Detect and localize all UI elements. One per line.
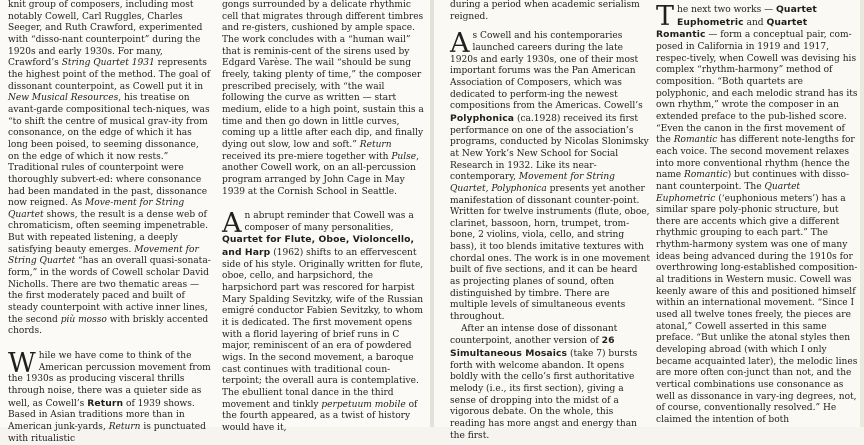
right-page-column-1 bbox=[450, 0, 650, 441]
left-page-column-2 bbox=[222, 0, 424, 433]
paragraph-serialism: during a period when academic serialism reigned. bbox=[450, 0, 640, 22]
left-page bbox=[0, 0, 430, 444]
drop-cap: A bbox=[222, 208, 242, 240]
paragraph-dissonant-counterpoint: knit group of composers, including most notably Cowell, Carl Ruggles, Charles Seeger, and Ruth Crawford, experimented with “disso-nant counterpoint” during the 1920s and early 1930s. For many, Crawford’s String Quartet 1931 represents the highest point of the method. The goal of dissonant counterpoint, as Cowell put it in New Musical Resources, his treatise on avant-garde compositional tech-niques, was “to shift the centre of musical grav-ity from consonance, on the edge of which it has long been poised, to seeming dissonance, on the edge of which it now rests.” Traditional rules of counterpoint were thoroughly subvert-ed: where consonance had been mandated in the past, dissonance now reigned. As Move-ment for String Quartet shows, the result is a dense web of chromaticism, often seeming impenetrable. But with repeated listening, a deeply satisfying beauty emerges. Movement for String Quartet “has an overall quasi-sonata-form,” in the words of Cowell scholar David Nicholls. There are two thematic areas — the first moderately paced and built of steady counterpoint with active inner lines, the second più mosso with briskly accented chords. bbox=[8, 0, 211, 337]
page-edge bbox=[860, 0, 864, 427]
paragraph-return-continued: gongs surrounded by a delicate rhythmic cell that migrates through different timbres and re-gisters, cushioned by ample space. The work concludes with a “human wail” that is reminis-cent of the sirens used by Edgard Varèse. The wail “should be sung freely, taking plenty of time,” the composer prescribed precisely, with “the wail following the curve as written — start medium, elide to a high point, sustain this a time and then go down in little curves, coming up a little after each dip, and finally dying out slow, low and soft.” Return received its pre-miere together with Pulse, another Cowell work, on an all-percussion program arranged by John Cage in May 1939 at the Cornish School in Seattle. bbox=[222, 0, 424, 197]
paragraph-simultaneous-mosaics: After an intense dose of dissonant counterpoint, another version of 26 Simultaneous Mosaics (take 7) bursts forth with welcome abandon. It opens boldly with the cello’s first authoritative melody (i.e., its first section), giving a sense of dropping into the midst of a vigorous debate. On the whole, this reading has more angst and energy than the first. bbox=[450, 323, 638, 441]
drop-cap: W bbox=[8, 348, 36, 380]
paragraph-quartets-euphometric-romantic: The next two works — Quartet Euphometric and Quartet Romantic — form a conceptual pair, com-posed in California in 1919 and 1917, respec-tively, when Cowell was devising his complex “rhythm-harmony” method of composition. “Both quartets are polyphonic, and each melodic strand has its own rhythm,” wrote the composer in an extended preface to the pub-lished score. “Even the canon in the first movement of the Romantic has different note-lengths for each voice. The second movement relaxes into more conventional rhythm (hence the name Romantic) but continues with disso-nant counterpoint. The Quartet Euphometric (‘euphonious meters’) has a similar spare poly-phonic structure, but there are accents which give a different rhythmic grouping to each part.” The rhythm-harmony system was one of many ideas being advanced during the 1910s for overthrowing long-established composition-al traditions in Western music. Cowell was keenly aware of this and positioned himself within an international movement. “Since I used all twelve tones freely, the pieces are atonal,” Cowell asserted in this same preface. “But unlike the atonal styles then developing abroad (with which I only became acquainted later), the melodic lines are more often con-junct than not, and the vertical combinations use consonance as well as dissonance in vary-ing degrees, not, of course, conventionally resolved.” He claimed the intention of both bbox=[656, 1, 858, 425]
paragraph-return: While we have come to think of the American percussion movement from the 1930s as producing visceral thrills through noise, there was a quieter side as well, as Cowell’s Return of 1939 shows. Based in Asian traditions more than in American junk-yards, Return is punctuated with ritualistic bbox=[8, 348, 211, 444]
paragraph-polyphonica: As Cowell and his contemporaries launched careers during the late 1920s and early 1930s, one of their most important forums was the Pan American Association of Composers, which was dedicated to perform-ing the newest compositions from the Americas. Cowell’s Polyphonica (ca.1928) received its first performance on one of the association’s programs, conducted by Nicolas Slonimsky at New York’s New School for Social Research in 1932. Like its near-contemporary, Movement for String Quartet, Polyphonica presents yet another manifestation of dissonant counter-point. Written for twelve instruments (flute, oboe, clarinet, bassoon, horn, trumpet, trom-bone, 2 violins, viola, cello, and string bass), it too blends imitative textures with chordal ones. The work is in one movement built of five sections, and it can be heard as projecting planes of sound, often distinguished by timbre. There are multiple levels of simultaneous events throughout. bbox=[450, 28, 650, 323]
drop-cap: A bbox=[450, 28, 470, 60]
left-page-column-1 bbox=[8, 0, 212, 444]
right-page-column-2 bbox=[656, 0, 858, 427]
drop-cap: T bbox=[656, 1, 675, 32]
paragraph-quartet-flute-oboe: An abrupt reminder that Cowell was a composer of many personalities, Quartet for Flute, Oboe, Violoncello, and Harp (1962) shifts to an effervescent side of his style. Originally written for flute, oboe, cello, and harpsichord, the harpsichord part was rescored for harpist Mary Spalding Sevitzky, wife of the Russian emigré conductor Fabien Sevitzky, to whom it is dedicated. The first movement opens with a florid layering of brief runs in C major, reminiscent of an era of powdered wigs. In the second movement, a baroque cast continues with traditional coun-terpoint; the overall aura is contemplative. The ebullient tonal dance in the third movement and tinkly perpetuum mobile of the fourth appeared, as a twist of history would have it, bbox=[222, 208, 424, 433]
right-page bbox=[434, 0, 864, 441]
